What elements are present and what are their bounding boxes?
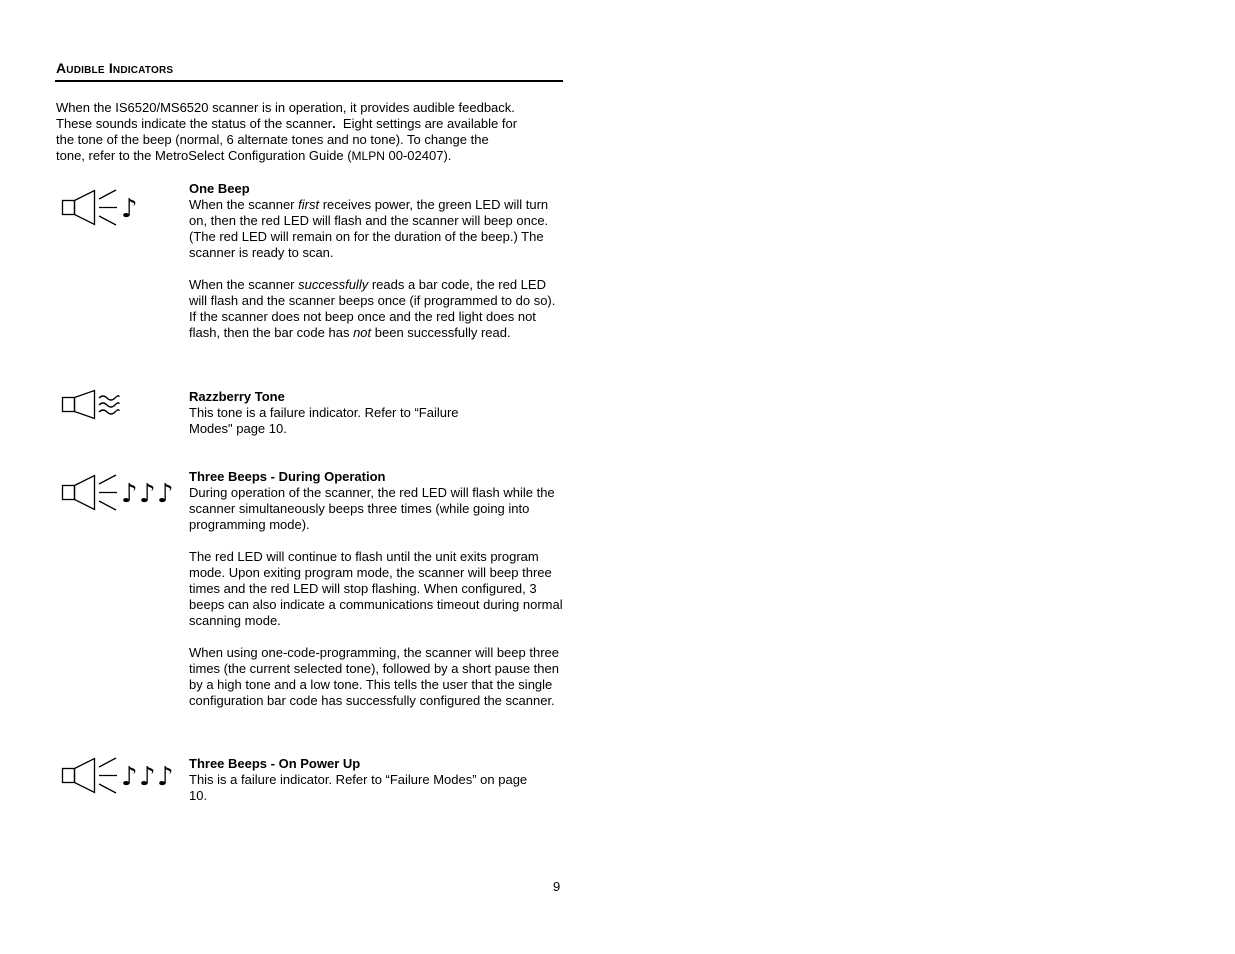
three-beeps-operation-title: Three Beeps - During Operation xyxy=(189,469,386,484)
intro-text: These sounds indicate the status of the scanner xyxy=(56,116,333,131)
three-beeps-operation-section xyxy=(189,469,565,709)
svg-text:♪: ♪ xyxy=(139,762,156,792)
intro-line xyxy=(56,148,564,164)
mlpn-label: MLPN xyxy=(351,149,385,163)
razzberry-title: Razzberry Tone xyxy=(189,389,285,404)
svg-text:♪: ♪ xyxy=(139,479,156,509)
body-text: reads a bar code, the red LED will flash and the scanner beeps once (if programmed to do so). If the scanner does not beep once and the red light does not flash, then the bar code has xyxy=(189,277,556,340)
emphasis-text: not xyxy=(353,325,372,340)
three-beeps-operation-paragraph: When using one-code-programming, the scanner will beep three times (the current selected tone), followed by a short pause then by a high tone and a low tone. This tells the user that the single configuration bar code has successfully configured the scanner. xyxy=(189,645,559,708)
three-beeps-operation-paragraph: The red LED will continue to flash until the unit exits program mode. Upon exiting program mode, the scanner will beep three times and the red LED will stop flashing. When configured, 3 beeps can also indicate a communications timeout during normal scanning mode. xyxy=(189,549,563,628)
one-beep-paragraph xyxy=(189,197,565,261)
intro-text: Eight settings are available for xyxy=(335,116,518,131)
three-beeps-powerup-title: Three Beeps - On Power Up xyxy=(189,756,361,771)
intro-line: When the IS6520/MS6520 scanner is in operation, it provides audible feedback. xyxy=(56,100,515,115)
three-beeps-powerup-paragraph: This is a failure indicator. Refer to “Failure Modes” on page 10. xyxy=(189,772,528,803)
one-beep-paragraph xyxy=(189,277,565,341)
body-text: When the scanner xyxy=(189,277,299,292)
razzberry-section xyxy=(189,389,565,437)
svg-text:♪: ♪ xyxy=(157,479,174,509)
speaker-one-note-icon xyxy=(60,186,150,235)
section-heading: Audible Indicators xyxy=(56,60,174,76)
speaker-three-notes-icon xyxy=(60,471,182,520)
svg-text:♪: ♪ xyxy=(121,762,138,792)
svg-text:♪: ♪ xyxy=(121,194,138,224)
intro-paragraph xyxy=(56,100,564,164)
intro-text: tone, refer to the MetroSelect Configuration Guide ( xyxy=(56,148,352,163)
svg-text:♪: ♪ xyxy=(157,762,174,792)
heading-rule xyxy=(55,80,563,82)
intro-line xyxy=(56,116,564,132)
emphasis-text: successfully xyxy=(298,277,369,292)
intro-line: the tone of the beep (normal, 6 alternate tones and no tone). To change the xyxy=(56,132,489,147)
page-number: 9 xyxy=(553,879,561,894)
body-text: receives power, the green LED will turn on, then the red LED will flash and the scanner will beep once. (The red LED will remain on for the duration of the beep.) The scanner is ready to scan. xyxy=(189,197,549,260)
body-text: been successfully read. xyxy=(371,325,511,340)
body-text: When the scanner xyxy=(189,197,299,212)
three-beeps-powerup-section xyxy=(189,756,534,804)
three-beeps-operation-paragraph: During operation of the scanner, the red LED will flash while the scanner simultaneously beeps three times (while going into programming mode). xyxy=(189,485,555,532)
intro-period: . xyxy=(332,116,336,131)
svg-text:♪: ♪ xyxy=(121,479,138,509)
one-beep-section xyxy=(189,181,565,341)
razzberry-line: This tone is a failure indicator. Refer to “Failure xyxy=(189,405,459,420)
emphasis-text: first xyxy=(298,197,320,212)
speaker-three-notes-icon xyxy=(60,754,182,803)
intro-text: 00-02407). xyxy=(384,148,452,163)
razzberry-line: Modes" page 10. xyxy=(189,421,287,436)
speaker-razzberry-icon xyxy=(60,389,130,428)
one-beep-title: One Beep xyxy=(189,181,250,196)
